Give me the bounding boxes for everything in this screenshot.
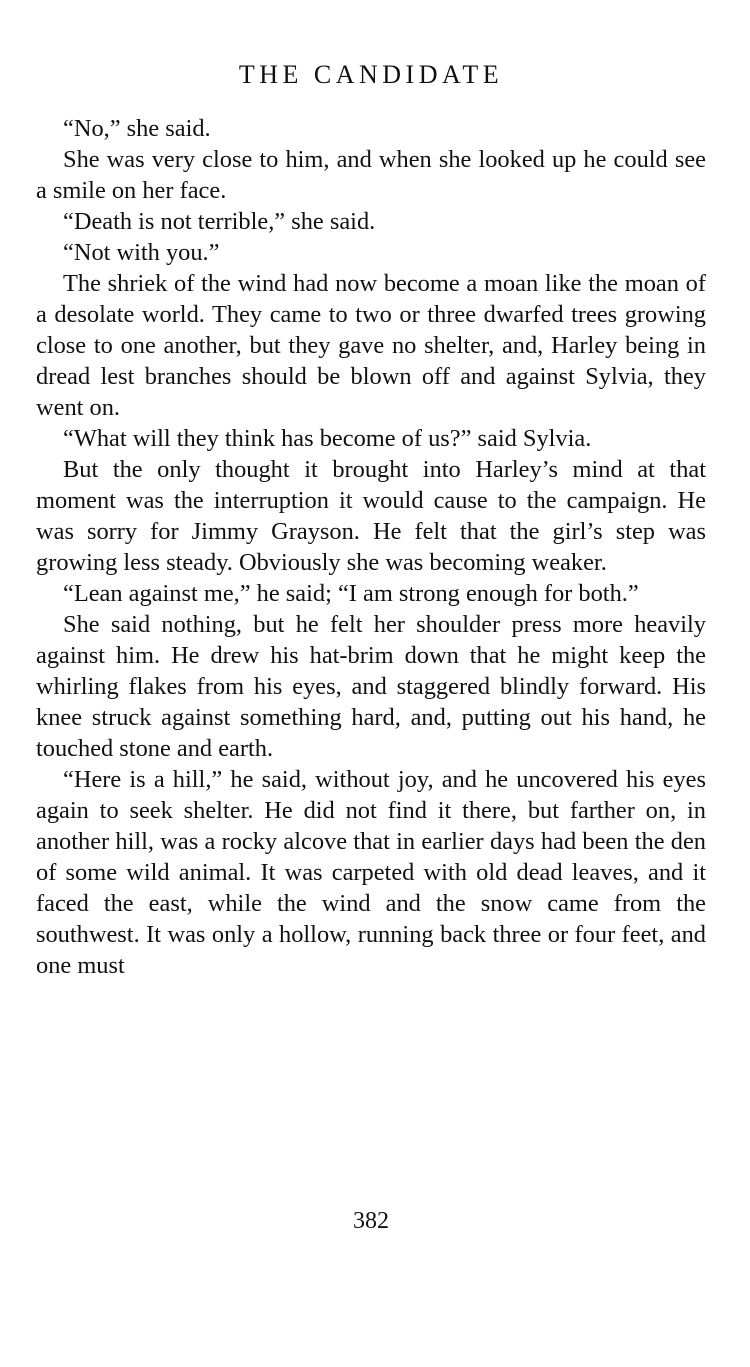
- book-page: [36, 0, 706, 1367]
- body-text: [36, 113, 706, 981]
- paragraph: But the only thought it brought into Harley’s mind at that moment was the interruption it would cause to the campaign. He was sorry for Jimmy Grayson. He felt that the girl’s step was growing less steady. Obviously she was becoming weaker.: [36, 456, 706, 576]
- page-number: 382: [353, 1208, 389, 1234]
- running-head: THE CANDIDATE: [238, 60, 504, 89]
- paragraph: “Lean against me,” he said; “I am strong enough for both.”: [63, 580, 639, 607]
- paragraph: “What will they think has become of us?” said Sylvia.: [63, 425, 592, 452]
- paragraph: “Here is a hill,” he said, without joy, and he uncovered his eyes again to seek shelter. He did not find it there, but farther on, in another hill, was a rocky alcove that in earlier days had been the den of some wild animal. It was carpeted with old dead leaves, and it faced the east, while the wind and the snow came from the southwest. It was only a hollow, running back three or four feet, and one must: [36, 766, 706, 979]
- paragraph: “Death is not terrible,” she said.: [63, 208, 376, 235]
- paragraph: The shriek of the wind had now become a moan like the moan of a desolate world. They came to two or three dwarfed trees growing close to one another, but they gave no shelter, and, Harley being in dread lest branches should be blown off and against Sylvia, they went on.: [36, 270, 706, 421]
- paragraph: She was very close to him, and when she looked up he could see a smile on her face.: [36, 146, 706, 204]
- paragraph: “Not with you.”: [63, 239, 220, 266]
- paragraph: “No,” she said.: [63, 115, 211, 142]
- paragraph: She said nothing, but he felt her shoulder press more heavily against him. He drew his hat-brim down that he might keep the whirling flakes from his eyes, and staggered blindly forward. His knee struck against something hard, and, putting out his hand, he touched stone and earth.: [36, 611, 706, 762]
